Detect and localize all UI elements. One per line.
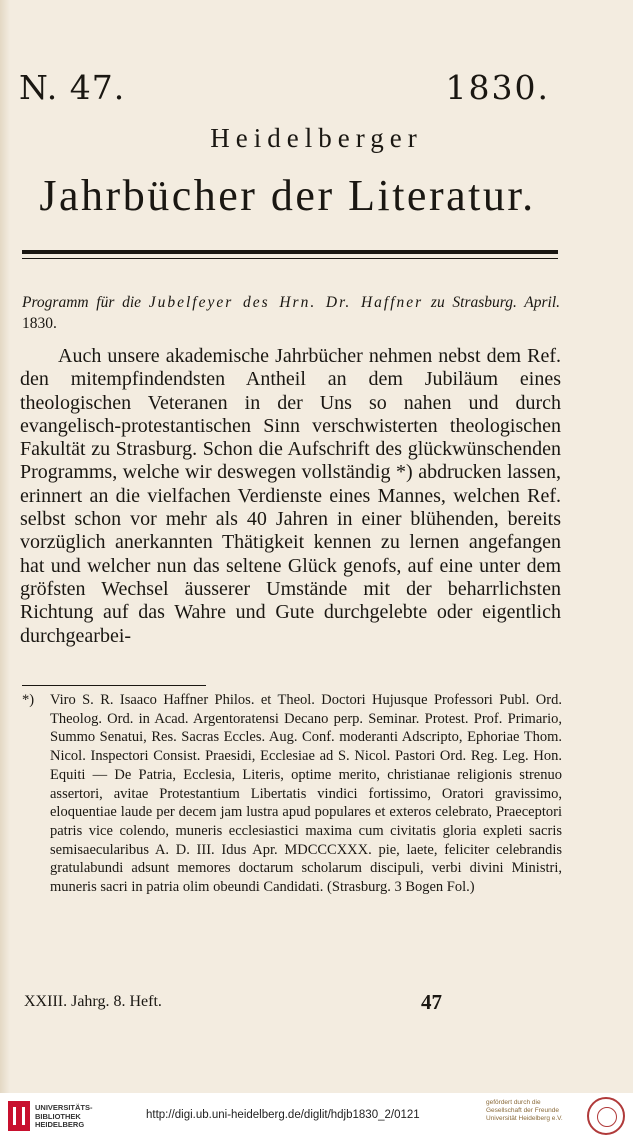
review-paragraph: Auch unsere akademische Jahrbücher nehmen nebst dem Ref. den mitempfindendsten Antheil an dem Jubiläum eines theologischen Veteranen in der Uns so nahen und durch evangelisch-protestantischen Sinn verschwisterten theologischen Fakultät zu Strasburg. Schon die Aufschrift des glückwünschenden Programms, welche wir deswegen vollständig *) abdrucken lassen, erinnert an die vielfachen Verdienste eines Mannes, welchen Ref. selbst schon vor mehr als 40 Jahren in einer blühenden, bereits vorzüglich anerkannten Thätigkeit kennen zu lernen angefangen hat und welcher nun das seltene Glück genofs, auf eine unter dem gröfsten Wechsel äusserer Umstände mit der beharrlichsten Richtung auf das Wahre und Gute durchgelebte oder eigentlich durchgearbei- [20, 345, 561, 647]
issue-year: 1830. [445, 68, 550, 107]
sponsor-line-3: Universität Heidelberg e.V. [486, 1115, 563, 1122]
issue-number: N. 47. [19, 68, 126, 107]
library-name-line-3: HEIDELBERG [35, 1120, 85, 1129]
footnote [22, 691, 562, 897]
university-seal-icon[interactable] [587, 1097, 625, 1135]
footnote-rule [22, 685, 206, 686]
title-rule-thick [22, 250, 558, 254]
program-year: 1830. [22, 315, 57, 332]
program-heading-b: Jubelfeyer des Hrn. Dr. Haffner [148, 294, 424, 311]
sponsor-line-2: Gesellschaft der Freunde [486, 1107, 559, 1114]
title-rule-thin [22, 258, 558, 259]
footnote-mark: *) [22, 692, 35, 708]
program-heading [22, 292, 560, 334]
library-name-line-2: BIBLIOTHEK [35, 1111, 81, 1121]
sponsor-line-1: gefördert durch die [486, 1099, 541, 1106]
library-logo-icon[interactable] [8, 1101, 30, 1131]
page-number: 47 [421, 990, 442, 1014]
footnote-text: Viro S. R. Isaaco Haffner Philos. et Theol. Doctori Hujusque Professori Publ. Ord. Theolog. Ord. in Acad. Argentoratensi Decano perp. Seminar. Protest. Prof. Primario, Summo Senatui, Res. Sacras Eccles. Aug. Conf. moderanti Adscripto, Ephoriae Thom. Nicol. Inspectori Consist. Praesidi, Ecclesiae ad S. Nicol. Pastori Ord. Reg. Leg. Hon. Equiti — De Patria, Ecclesia, Literis, optime merito, christianae religionis strenuo assertori, avitae Protestantium Libertatis vindici fortissimo, Oratori gravissimo, eloquentiae laude per decem jam lustra apud populares et exteros celebrato, Praeceptori patris vice colendo, muneris ecclesiastici maxima cum civitatis gloria expleti sacris semisaecularibus A. D. III. Idus Apr. MDCCCXXX. pie, laete, feliciter celebrandis gratulabundi adsunt memores doctarum scholarum discipuli, verbi divini Ministri, muneris sacri in patria olim obeundi Candidati. (Strasburg. 3 Bogen Fol.) [50, 692, 562, 896]
sponsor-credit[interactable] [486, 1099, 572, 1123]
viewer-footer [0, 1093, 633, 1139]
library-name[interactable] [35, 1104, 93, 1130]
program-heading-a: Programm für die [22, 294, 142, 311]
page-gutter [0, 0, 10, 1093]
program-heading-c: zu Strasburg. April. [430, 294, 561, 311]
journal-title-large: Jahrbücher der Literatur. [39, 171, 536, 220]
permalink-url[interactable]: http://digi.ub.uni-heidelberg.de/diglit/hdjb1830_2/0121 [146, 1109, 420, 1121]
signature-line: XXIII. Jahrg. 8. Heft. [24, 993, 162, 1010]
journal-title-small: Heidelberger [210, 123, 423, 153]
library-name-line-1: UNIVERSITÄTS- [35, 1103, 93, 1112]
